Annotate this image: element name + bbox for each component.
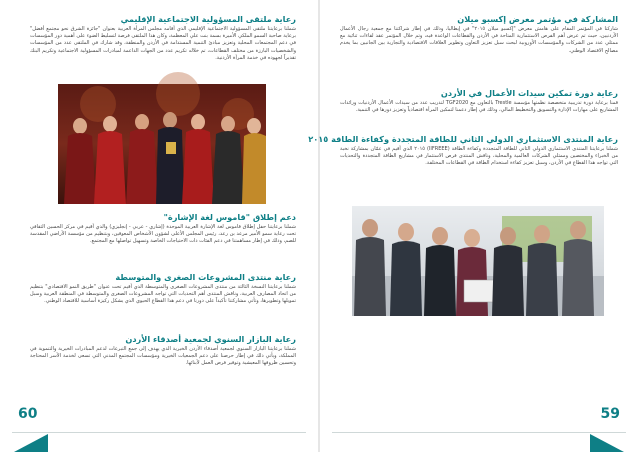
event-photo-energy-forum bbox=[352, 206, 604, 316]
section-bazaar bbox=[30, 334, 296, 368]
section-expo-milan bbox=[340, 14, 618, 55]
section-body: شملنا برعايتنا حفل إطلاق قاموس لغة الإشارة العربية الموحدة (إشاري - عربي - إنجليزي) والذي أقيم في مركز الحسين الثقافي تحت رعاية سمو الأمير مرعد بن رعد، رئيس المجلس الأعلى لشؤون الأشخاص المعوقين، وبتنظيم من مؤسسة الأراضي المقدسة للصم، وذلك في إطار مساهمتنا في دعم الفئات ذات الاحتياجات الخاصة وتسهيل تواصلها مع المجتمع. bbox=[30, 224, 296, 245]
section-social-responsibility bbox=[30, 14, 296, 62]
section-sign-language bbox=[30, 212, 296, 246]
section-body: شملنا برعايتنا النسخة الثالثة من منتدى المشروعات الصغرى والمتوسطة الذي أقيم تحت عنوان "طريق النمو الاقتصادي" بتنظيم من اتحاد المصارف العربية، وناقش المنتدى أهم التحديات التي تواجه المشروعات الصغرى والمتوسطة في المنطقة العربية وسبل تمويلها وتطويرها، وتأتي مشاركتنا تأكيداً على دورنا في دعم هذا القطاع الحيوي الذي يشكل ركيزة أساسية للاقتصاد الوطني. bbox=[30, 284, 296, 305]
corner-decoration bbox=[14, 434, 48, 452]
section-title: المشاركة في مؤتمر معرض إكسبو ميلان bbox=[457, 14, 618, 24]
left-page bbox=[0, 0, 318, 452]
section-body: شملنا برعايتنا المنتدى الاستثماري الدولي الثاني للطاقة المتجددة وكفاءة الطاقة (IIFREEE) ٢٠١٥ الذي أقيم في عمّان بمشاركة نخبة من الخبراء والمختصين وممثلي الشركات العالمية والمحلية، وناقش المنتدى فرص الاستثمار في مشاريع الطاقة المتجددة والتحديات التي تواجه هذا القطاع في الأردن، وسبل تعزيز كفاءة استخدام الطاقة في القطاعات المختلفة. bbox=[340, 146, 618, 167]
section-body: شاركنا في المؤتمر المقام على هامش معرض "إكسبو ميلان ٢٠١٥" في إيطاليا، وذلك في إطار شراكتنا مع جمعية رجال الأعمال الأردنيين، حيث تم عرض أهم الفرص الاستثمارية المتاحة في الأردن والقطاعات الواعدة فيه، وتم خلال المؤتمر عقد لقاءات ثنائية مع ممثلي عدد من الشركات والمؤسسات الأوروبية لبحث سبل تعزيز التعاون وتطوير العلاقات الاقتصادية والتجارية بين الجانبين بما يخدم مصالح الاقتصاد الوطني. bbox=[340, 26, 618, 54]
section-energy-forum bbox=[308, 134, 618, 168]
section-title: دعم إطلاق "قاموس لغة الإشارة" bbox=[163, 212, 296, 222]
event-photo-women-award bbox=[58, 84, 266, 204]
section-women-business bbox=[340, 88, 618, 114]
corner-decoration bbox=[590, 434, 624, 452]
page-number: 60 bbox=[18, 406, 38, 422]
footer-rule bbox=[12, 432, 306, 433]
footer-rule bbox=[332, 432, 626, 433]
section-title: رعاية منتدى المشروعات الصغرى والمتوسطة bbox=[115, 272, 296, 282]
page-number: 59 bbox=[600, 406, 620, 422]
section-body: شملنا برعايتنا ملتقى المسؤولية الاجتماعية الإقليمي الذي أقامه مجلس المرأة العربية بعنوان "جائزة الشرق نحو مجتمع أفضل" برعاية صاحبة السمو الملكي الأميرة بسمة بنت علي المعظمة، وكان هذا الملتقى فرصة لتسليط الضوء على أهمية دور المؤسسات في دعم المجتمعات المحلية وتعزيز مبادئ التنمية المستدامة في الأردن والمنطقة، وقد شارك في الملتقى عدد من المؤسسات والشخصيات البارزة من مختلف القطاعات، تم خلاله تكريم عدد من الجهات الداعمة لمبادرات المسؤولية الاجتماعية وتكريم البنك تقديراً لجهوده في خدمة المرأة الأردنية. bbox=[30, 26, 296, 61]
section-title: رعاية المنتدى الاستثماري الدولي الثاني للطاقة المتجددة وكفاءة الطاقة ٢٠١٥ bbox=[308, 134, 618, 144]
section-body: قمنا برعاية دورة تدريبية متخصصة نظمتها مؤسسة Trestle بالتعاون مع TGF2020 لتدريب عدد من سيدات الأعمال الأردنيات ورائدات المشاريع على مهارات الإدارة والتسويق والتخطيط المالي، وذلك في إطار دعمنا لتمكين المرأة اقتصادياً وتعزيز دورها في التنمية. bbox=[340, 100, 619, 114]
right-page bbox=[308, 0, 638, 452]
section-title: رعاية دورة تمكين سيدات الأعمال في الأردن bbox=[440, 88, 618, 98]
section-sme-forum bbox=[30, 272, 296, 306]
section-title: رعاية ملتقى المسؤولية الاجتماعية الإقليمي bbox=[120, 14, 296, 24]
section-title: رعاية البازار السنوي لجمعية أصدقاء الأردن bbox=[125, 334, 296, 344]
section-body: شملنا برعايتنا البازار السنوي لجمعية أصدقاء الأردن الخيرية الذي يهدف إلى جمع التبرعات لدعم المبادرات الخيرية والتنموية في المملكة، ويأتي ذلك في إطار حرصنا على دعم الجمعيات الخيرية ومؤسسات المجتمع المدني التي تسعى لخدمة الأسر المحتاجة وتحسين ظروفها المعيشية وتوفير فرص العمل لأبنائها. bbox=[30, 346, 296, 367]
